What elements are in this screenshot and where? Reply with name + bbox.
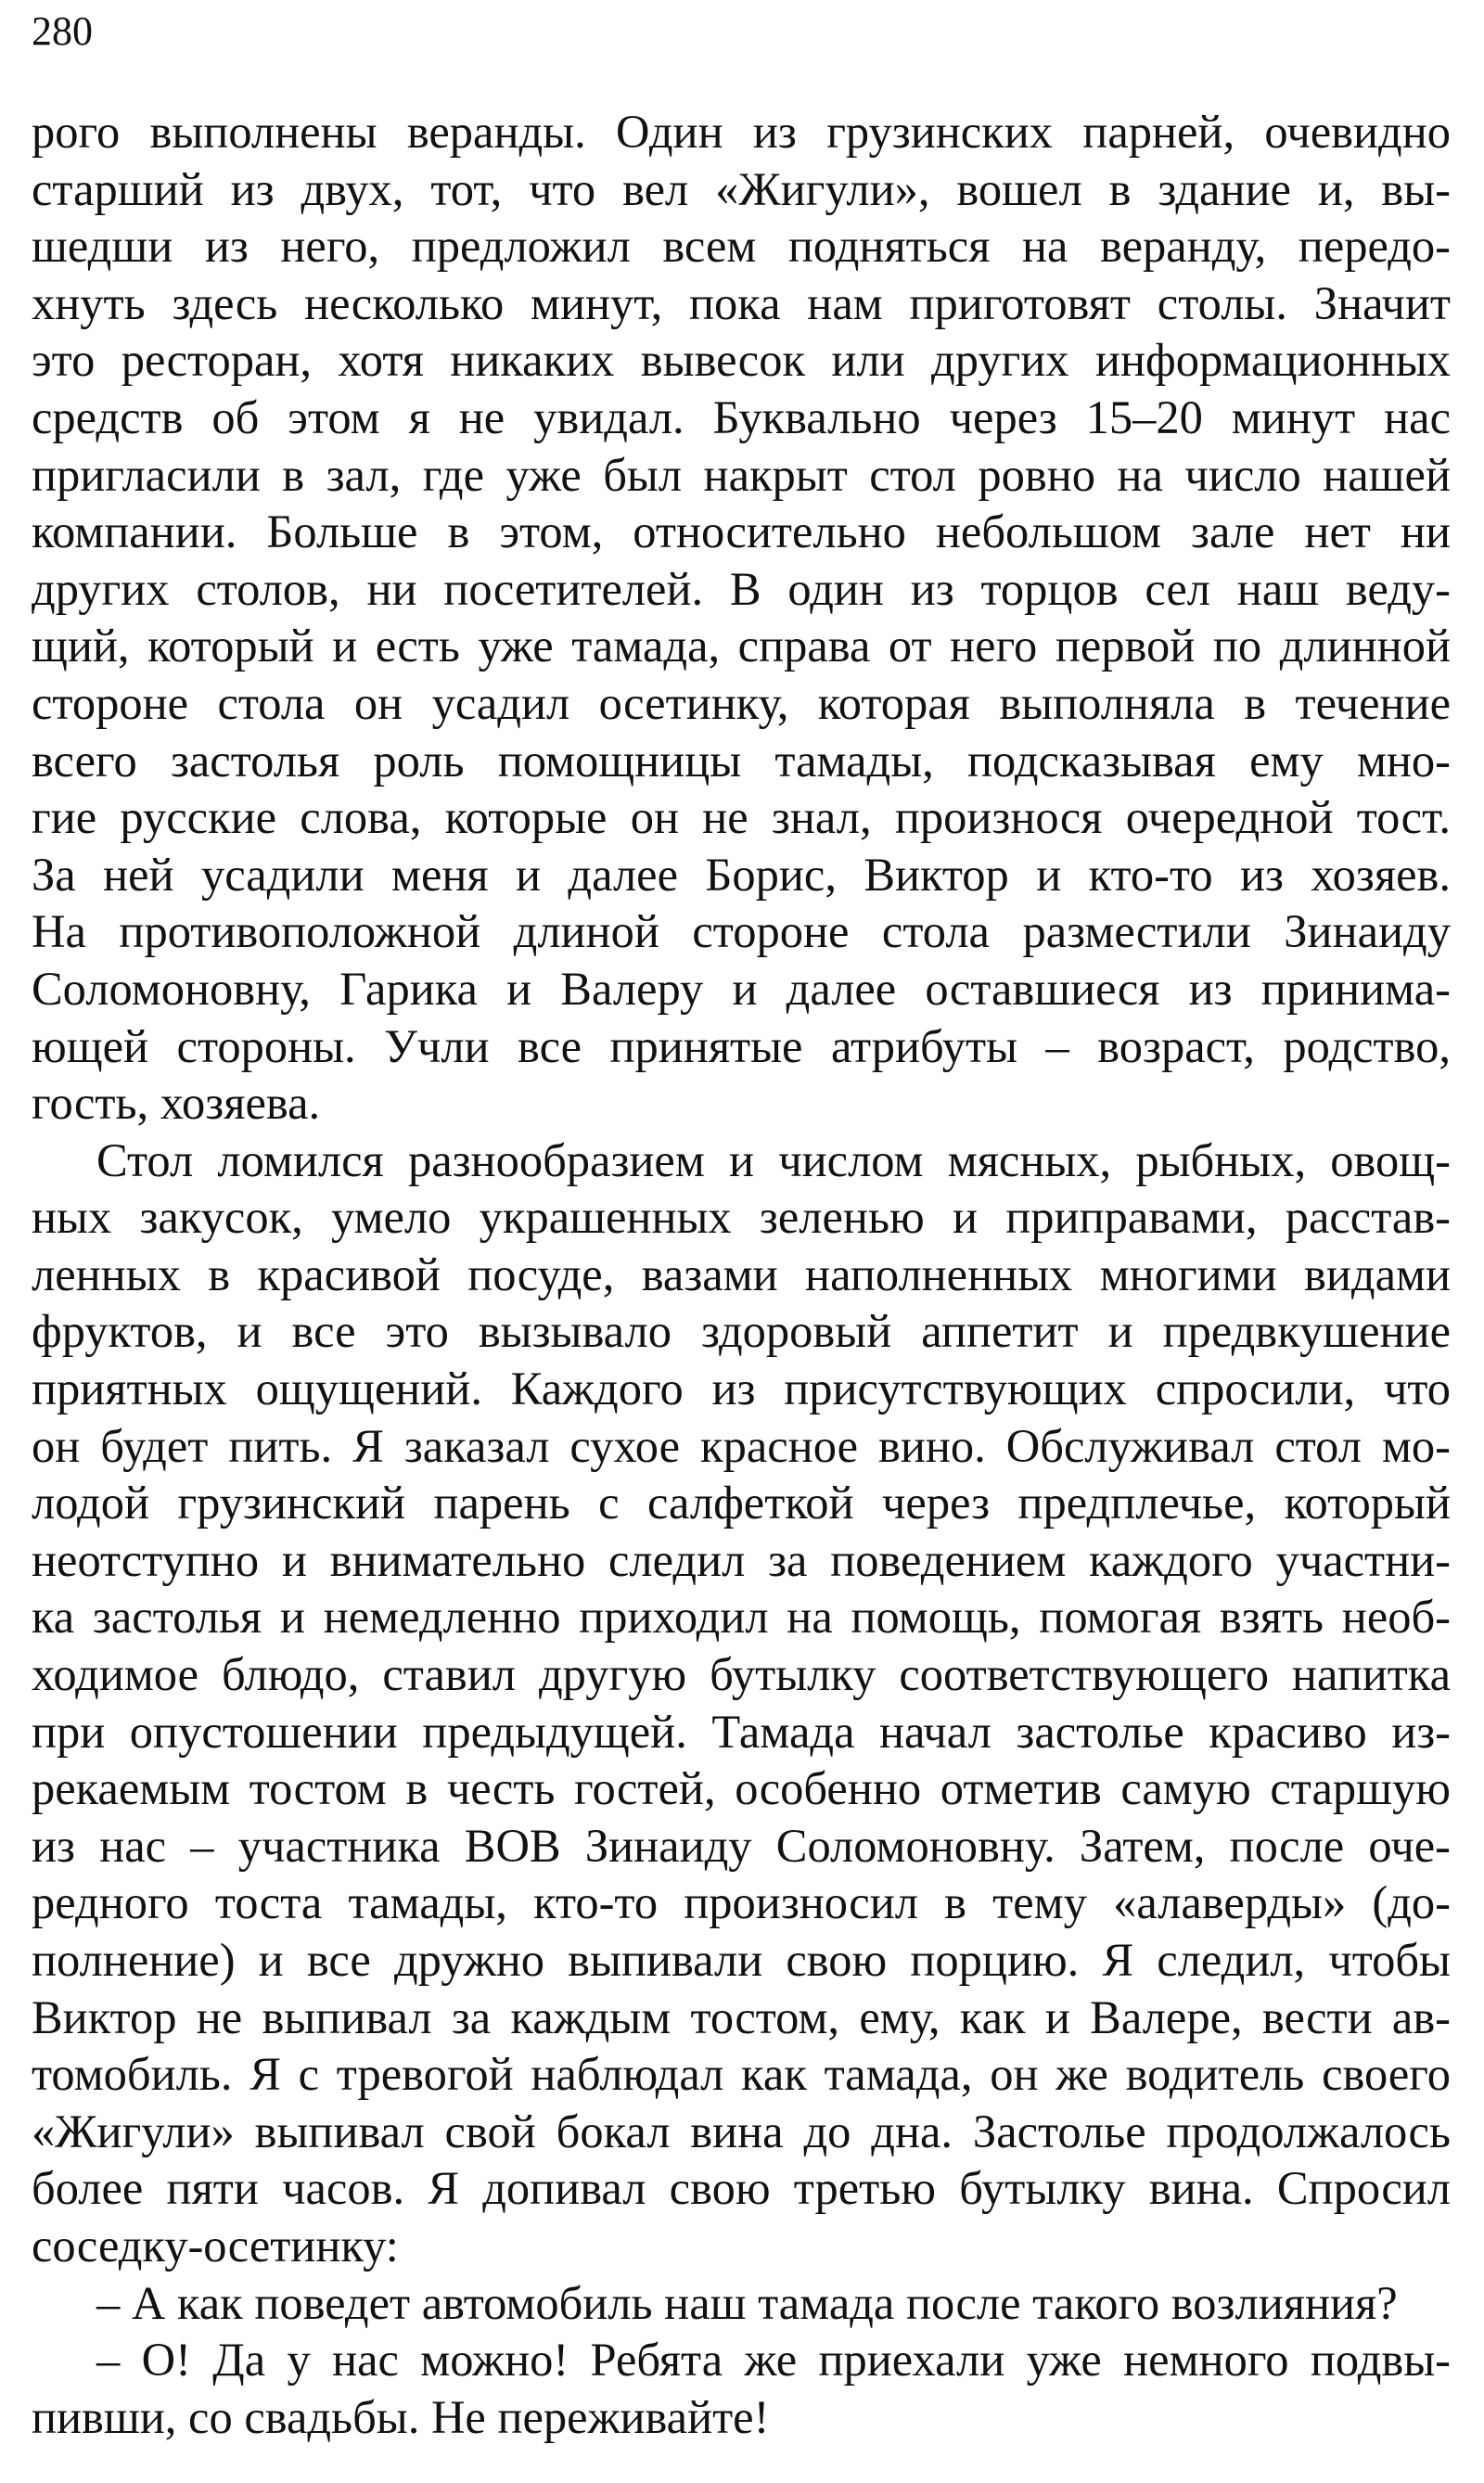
text-line: стороне стола он усадил осетинку, которая выполняла в течение <box>32 676 1451 729</box>
text-line: На противоположной длиной стороне стола разместили Зинаиду <box>32 905 1451 958</box>
text-line: За ней усадили меня и далее Борис, Виктор и кто-то из хозяев. <box>32 848 1451 901</box>
text-line: пригласили в зал, где уже был накрыт стол ровно на число нашей <box>32 448 1451 501</box>
text-line: при опустошении предыдущей. Тамада начал застолье красиво из- <box>32 1705 1451 1758</box>
text-line: других столов, ни посетителей. В один из торцов сел наш веду- <box>32 562 1451 615</box>
text-line: Соломоновну, Гарика и Валеру и далее оставшиеся из принима- <box>32 962 1451 1015</box>
text-line: всего застолья роль помощницы тамады, подсказывая ему мно- <box>32 734 1451 787</box>
text-line: соседку-осетинку: <box>32 2219 399 2272</box>
text-line: из нас – участника ВОВ Зинаиду Соломоновну. Затем, после оче- <box>32 1819 1451 1872</box>
text-line: хнуть здесь несколько минут, пока нам приготовят столы. Значит <box>32 276 1451 329</box>
paragraph-2 <box>32 1133 1451 2275</box>
text-line: рого выполнены веранды. Один из грузинских парней, очевидно <box>32 106 1451 158</box>
text-line: – А как поведет автомобиль наш тамада после такого возлияния? <box>96 2276 1398 2329</box>
text-line: полнение) и все дружно выпивали свою порцию. Я следил, чтобы <box>32 1934 1451 1986</box>
paragraph-4 <box>32 2332 1451 2446</box>
text-line: щий, который и есть уже тамада, справа от него первой по длинной <box>32 620 1451 672</box>
text-line: ных закусок, умело украшенных зеленью и приправами, расстав- <box>32 1191 1451 1244</box>
paragraph-3 <box>32 2275 1451 2333</box>
paragraph-1 <box>32 104 1451 1133</box>
text-line: рекаемым тостом в честь гостей, особенно отметив самую старшую <box>32 1762 1451 1815</box>
text-line: он будет пить. Я заказал сухое красное вино. Обслуживал стол мо- <box>32 1419 1451 1472</box>
text-line: Стол ломился разнообразием и числом мясных, рыбных, овощ- <box>96 1133 1451 1186</box>
text-line: фруктов, и все это вызывало здоровый аппетит и предвкушение <box>32 1305 1451 1358</box>
text-line: ленных в красивой посуде, вазами наполненных многими видами <box>32 1248 1451 1300</box>
text-line: приятных ощущений. Каждого из присутствующих спросили, что <box>32 1363 1451 1415</box>
body-text <box>32 104 1451 2446</box>
page-number: 280 <box>32 8 93 54</box>
text-line: это ресторан, хотя никаких вывесок или других информационных <box>32 334 1451 387</box>
text-line: ходимое блюдо, ставил другую бутылку соответствующего напитка <box>32 1648 1451 1701</box>
text-line: «Жигули» выпивал свой бокал вина до дна. Застолье продолжалось <box>32 2105 1451 2157</box>
text-line: пивши, со свадьбы. Не переживайте! <box>32 2390 770 2443</box>
text-line: ющей стороны. Учли все принятые атрибуты – возраст, родство, <box>32 1019 1451 1072</box>
text-line: томобиль. Я с тревогой наблюдал как тамада, он же водитель своего <box>32 2048 1451 2101</box>
text-line: шедши из него, предложил всем подняться на веранду, передо- <box>32 220 1451 273</box>
text-line: лодой грузинский парень с салфеткой через предплечье, который <box>32 1477 1451 1529</box>
text-line: ка застолья и немедленно приходил на помощь, помогая взять необ- <box>32 1591 1451 1644</box>
text-line: неотступно и внимательно следил за поведением каждого участни- <box>32 1533 1451 1586</box>
text-line: – О! Да у нас можно! Ребята же приехали уже немного подвы- <box>96 2334 1451 2387</box>
text-line: средств об этом я не увидал. Буквально через 15–20 минут нас <box>32 390 1451 443</box>
text-line: гость, хозяева. <box>32 1077 321 1130</box>
text-line: гие русские слова, которые он не знал, произнося очередной тост. <box>32 791 1451 844</box>
text-line: более пяти часов. Я допивал свою третью бутылку вина. Спросил <box>32 2162 1451 2215</box>
text-line: Виктор не выпивал за каждым тостом, ему, как и Валере, вести ав- <box>32 1990 1451 2043</box>
text-line: редного тоста тамады, кто-то произносил в тему «алаверды» (до- <box>32 1876 1451 1929</box>
text-line: старший из двух, тот, что вел «Жигули», вошел в здание и, вы- <box>32 162 1451 215</box>
text-line: компании. Больше в этом, относительно небольшом зале нет ни <box>32 506 1451 558</box>
